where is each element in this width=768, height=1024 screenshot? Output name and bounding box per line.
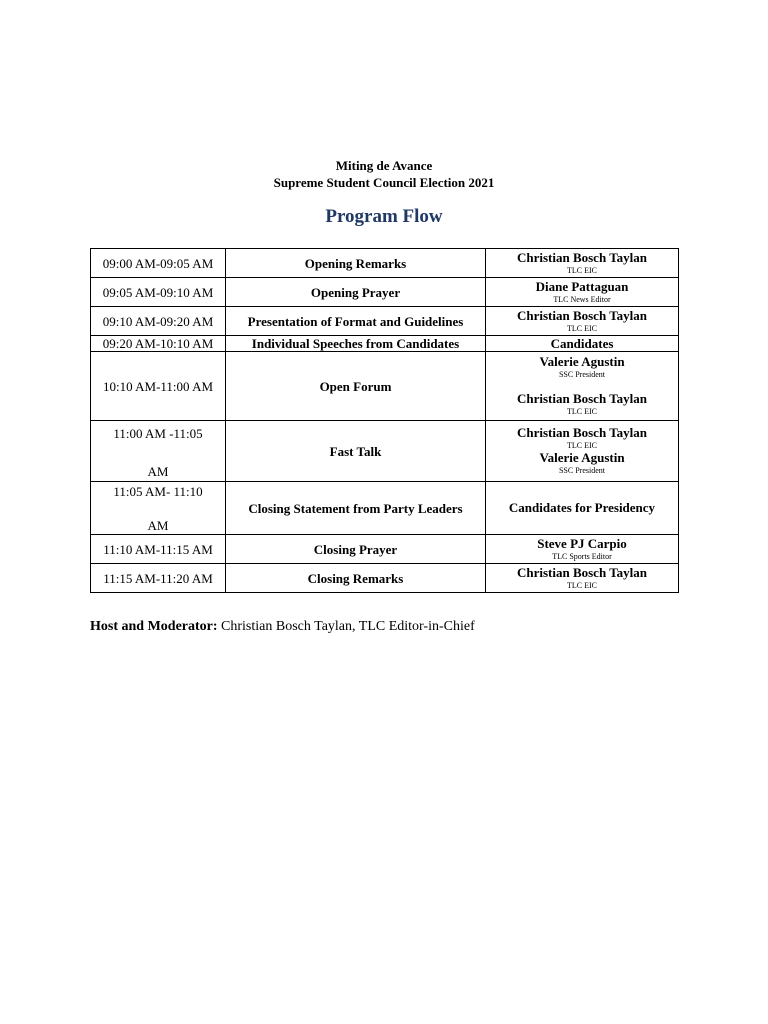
person-cell — [486, 307, 679, 336]
person-role: TLC EIC — [567, 323, 597, 333]
person-name: Candidates for Presidency — [508, 500, 656, 515]
activity-cell: Closing Prayer — [226, 535, 486, 564]
activity-cell: Opening Prayer — [226, 278, 486, 307]
person-name: Valerie Agustin — [539, 354, 625, 369]
person-name: Christian Bosch Taylan — [516, 425, 648, 440]
person-cell — [486, 482, 679, 535]
event-subtitle: Supreme Student Council Election 2021 — [273, 175, 495, 190]
time-cell: 09:10 AM-09:20 AM — [91, 307, 226, 336]
host-value: Christian Bosch Taylan, TLC Editor-in-Chief — [217, 619, 475, 634]
person-role: SSC President — [558, 466, 605, 475]
time-cell: 09:20 AM-10:10 AM — [91, 336, 226, 352]
table-row — [91, 421, 679, 482]
table-row — [91, 307, 679, 336]
table-row — [91, 482, 679, 535]
person-cell — [486, 564, 679, 593]
time-cell — [91, 482, 226, 535]
table-row — [91, 535, 679, 564]
person-cell — [486, 336, 679, 352]
activity-cell: Individual Speeches from Candidates — [226, 336, 486, 352]
person-cell — [486, 249, 679, 278]
person-role: TLC EIC — [567, 441, 597, 450]
time-cell: 09:05 AM-09:10 AM — [91, 278, 226, 307]
table-row — [91, 336, 679, 352]
table-row — [91, 249, 679, 278]
person-name: Valerie Agustin — [539, 450, 625, 465]
person-name: Steve PJ Carpio — [537, 535, 627, 551]
person-cell — [486, 535, 679, 564]
person-name: Diane Pattaguan — [535, 278, 629, 294]
person-role: TLC Sports Editor — [552, 551, 612, 561]
time-line: 11:00 AM -11:05 — [113, 426, 203, 441]
program-flow-title: Program Flow — [325, 206, 443, 227]
activity-cell: Presentation of Format and Guidelines — [226, 307, 486, 336]
person-role: TLC EIC — [567, 580, 597, 590]
time-cell: 11:15 AM-11:20 AM — [91, 564, 226, 593]
activity-cell: Opening Remarks — [226, 249, 486, 278]
activity-cell: Fast Talk — [226, 421, 486, 482]
time-line: AM — [147, 518, 169, 533]
table-row — [91, 564, 679, 593]
activity-cell: Closing Remarks — [226, 564, 486, 593]
activity-cell: Open Forum — [226, 352, 486, 421]
person-role: TLC News Editor — [553, 294, 611, 304]
time-line: 11:05 AM- 11:10 — [113, 484, 203, 499]
person-cell — [486, 278, 679, 307]
person-cell — [486, 421, 679, 482]
host-and-moderator-line — [90, 619, 475, 635]
time-cell — [91, 421, 226, 482]
program-table — [90, 248, 679, 593]
host-label: Host and Moderator: — [90, 619, 218, 634]
event-name: Miting de Avance — [335, 158, 433, 173]
person-role: TLC EIC — [567, 407, 597, 416]
person-role: SSC President — [558, 370, 605, 379]
time-line: AM — [147, 464, 169, 479]
time-cell: 10:10 AM-11:00 AM — [91, 352, 226, 421]
time-cell: 11:10 AM-11:15 AM — [91, 535, 226, 564]
person-role: TLC EIC — [567, 265, 597, 275]
table-row — [91, 278, 679, 307]
person-name: Christian Bosch Taylan — [516, 564, 648, 580]
time-cell: 09:00 AM-09:05 AM — [91, 249, 226, 278]
person-name: Candidates — [550, 335, 614, 351]
person-name: Christian Bosch Taylan — [516, 391, 648, 406]
table-row — [91, 352, 679, 421]
document-header — [0, 157, 768, 191]
activity-cell: Closing Statement from Party Leaders — [226, 482, 486, 535]
person-cell — [486, 352, 679, 421]
person-name: Christian Bosch Taylan — [516, 307, 648, 323]
person-name: Christian Bosch Taylan — [516, 249, 648, 265]
